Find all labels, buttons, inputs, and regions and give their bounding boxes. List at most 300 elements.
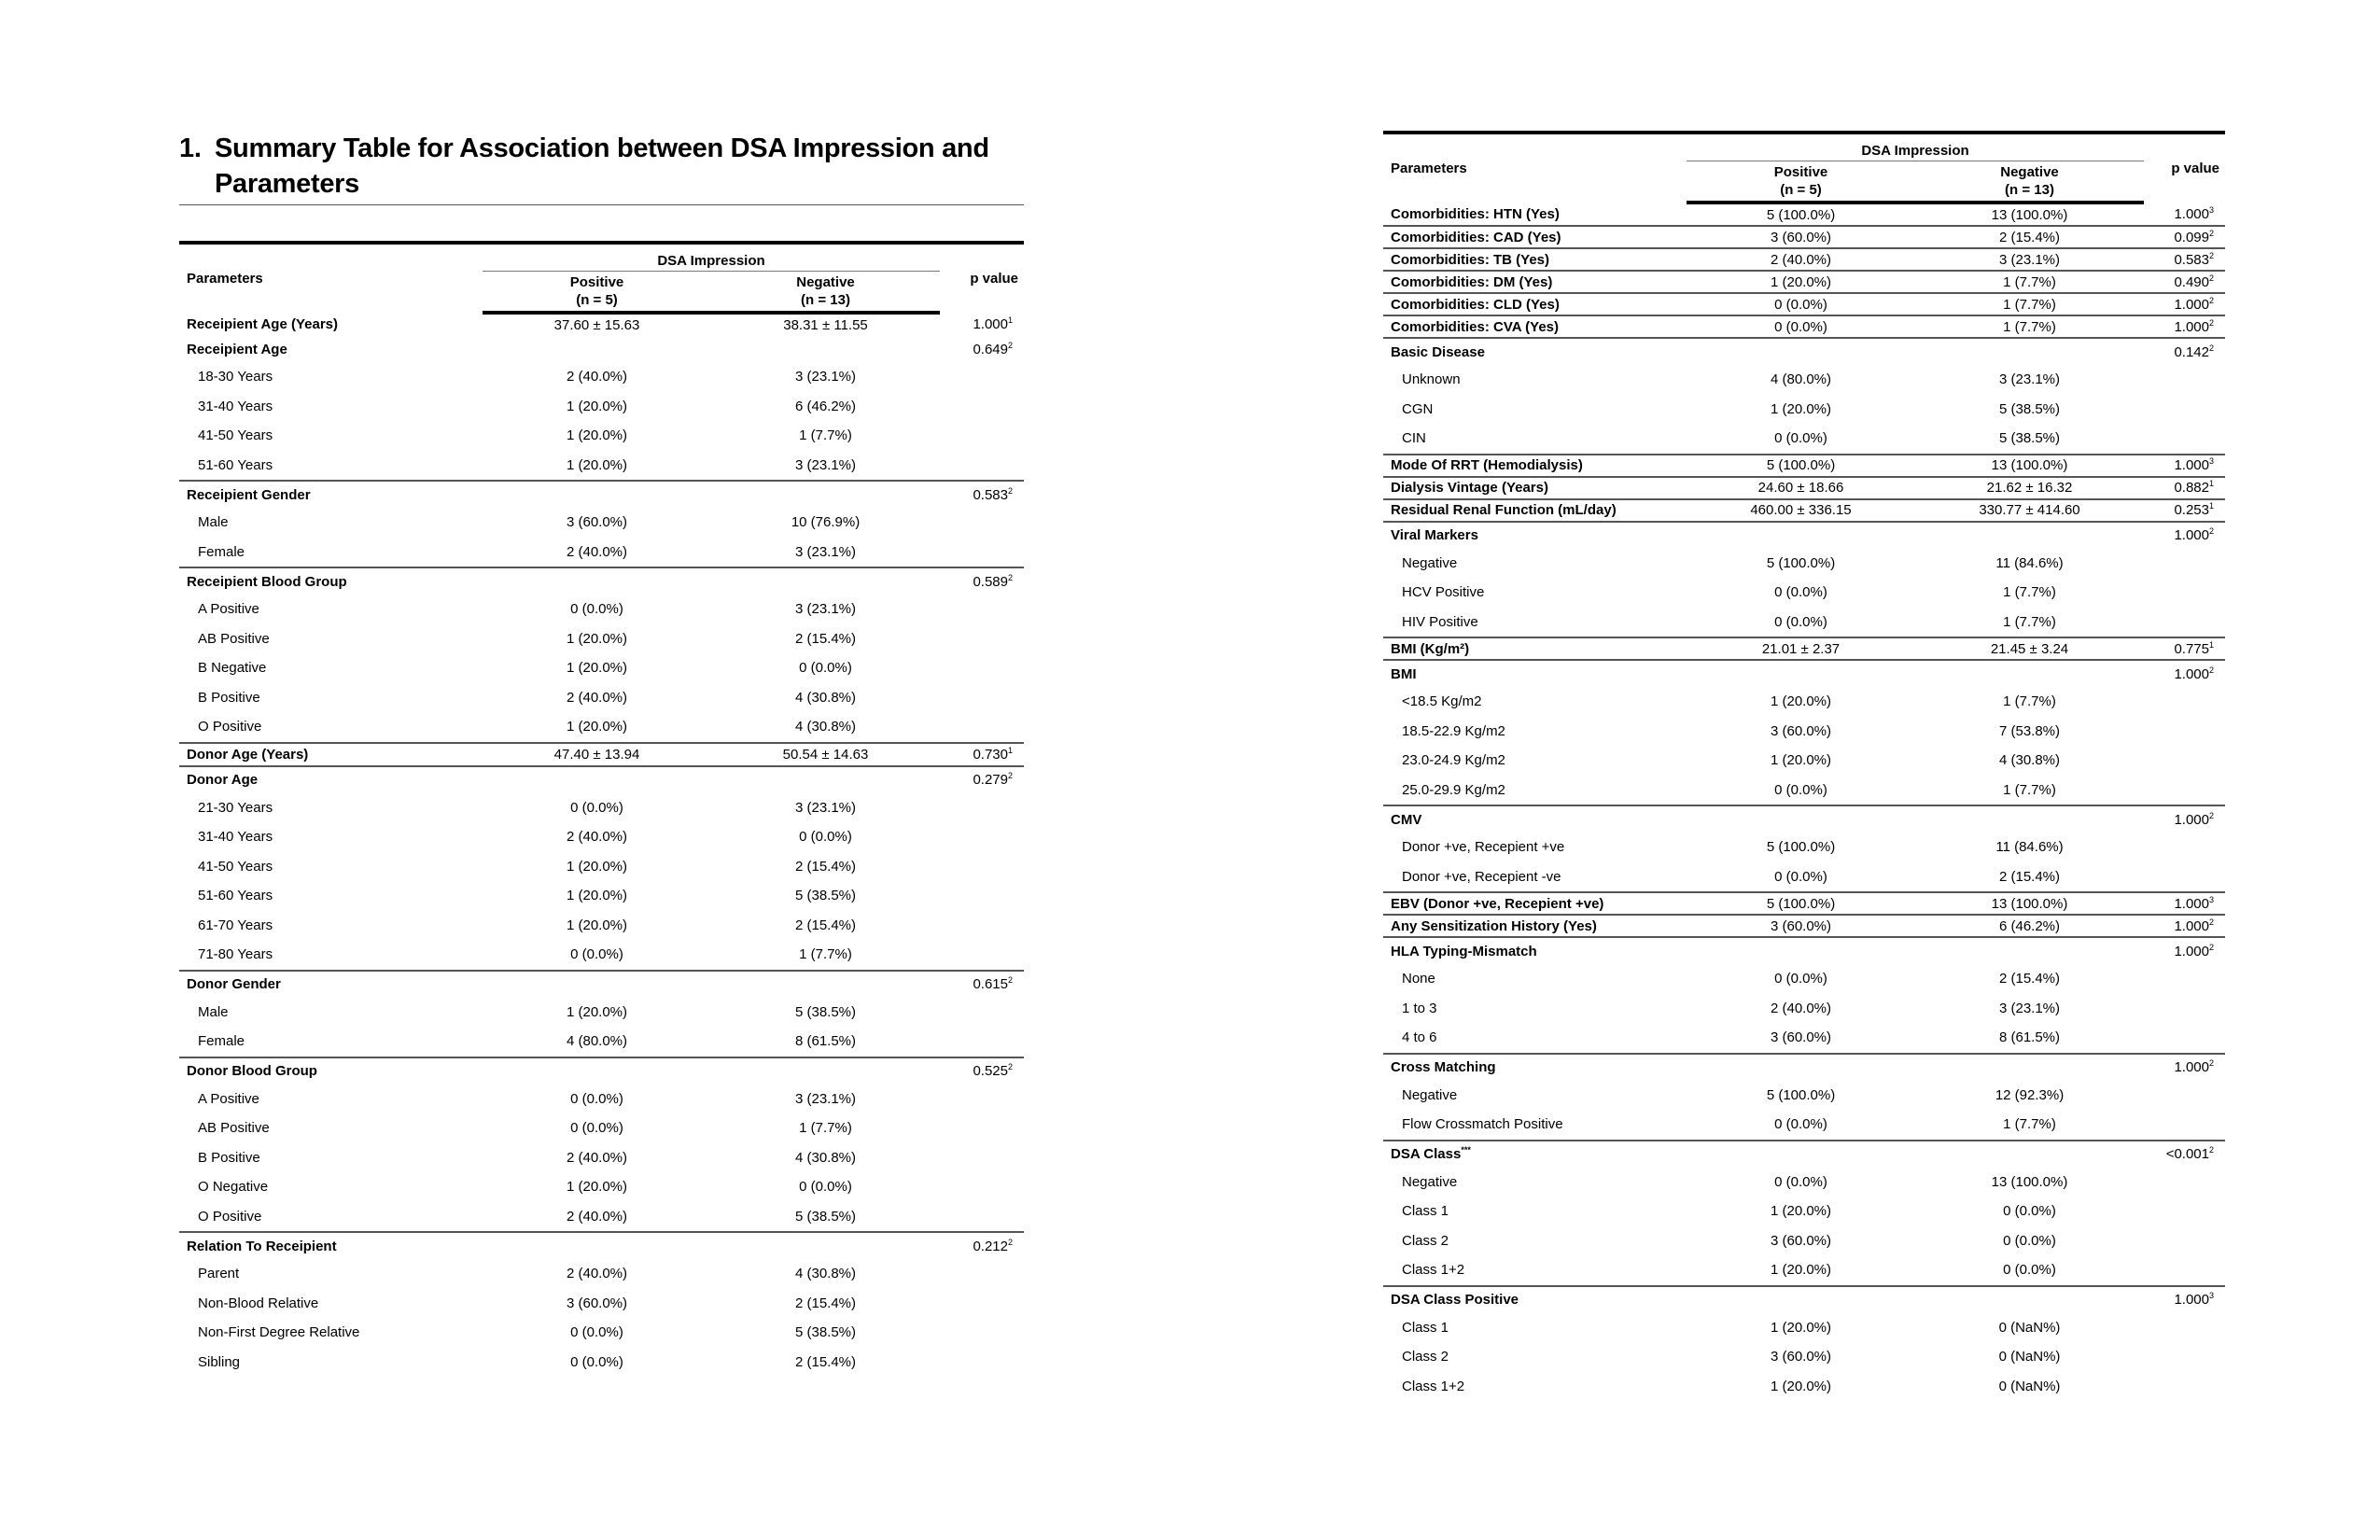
cell-positive: 3 (60.0%) [1770,1232,1832,1249]
cell-parameter [1383,1226,1687,1256]
parameter-label: <18.5 Kg/m2 [1402,693,1482,710]
table-group-row [1383,522,2225,549]
table-subrow [179,362,1024,392]
document-title [179,131,1024,204]
cell-positive: 24.60 ± 18.66 [1687,477,1915,499]
parameter-label: Negative [1402,1173,1458,1190]
p-value-footnote: 2 [1007,771,1013,780]
parameter-label: B Positive [198,689,260,706]
p-value-text: 1.000 [2174,1059,2209,1075]
cell-positive: 4 (80.0%) [483,1027,711,1057]
parameter-label: Non-Blood Relative [198,1295,319,1311]
cell-parameter [1383,271,1687,293]
header-positive-n: (n = 5) [1780,182,1822,198]
cell-p-value [940,1057,1024,1085]
parameter-label: 4 to 6 [1402,1029,1437,1046]
cell-parameter [179,1113,483,1143]
cell-negative [711,336,940,362]
cell-parameter [1383,1168,1687,1197]
header-negative [711,272,940,314]
cell-p-value [2144,549,2225,579]
cell-positive: 0 (0.0%) [570,1090,623,1107]
parameter-label: Donor Age [187,772,259,788]
p-value-footnote: 2 [2208,295,2214,305]
cell-negative: 3 (23.1%) [1998,1000,2061,1016]
cell-negative: 7 (53.8%) [1998,722,2061,739]
cell-negative: 1 (7.7%) [1915,608,2144,638]
cell-parameter [1383,477,1687,499]
cell-positive: 1 (20.0%) [566,427,628,444]
cell-parameter [179,624,483,654]
table-subrow [179,940,1024,971]
cell-parameter [1383,455,1687,477]
cell-negative: 1 (7.7%) [1915,293,2144,315]
cell-parameter [1383,315,1687,338]
p-value-footnote: 1 [2208,501,2214,511]
cell-negative: 3 (23.1%) [711,538,940,568]
parameter-label: AB Positive [198,630,270,647]
table-subrow [179,911,1024,941]
parameter-label: Comorbidities: CLD (Yes) [1391,296,1560,313]
table-row [1383,226,2225,248]
cell-parameter [179,538,483,568]
cell-p-value [2144,660,2225,687]
cell-negative [1915,660,2144,687]
parameter-label: HIV Positive [1402,613,1478,630]
cell-parameter [179,1289,483,1319]
cell-positive [483,1057,711,1085]
table-subrow [1383,1081,2225,1111]
cell-negative [1915,338,2144,365]
p-value-footnote: 3 [2208,1291,2214,1300]
parameter-label: Non-First Degree Relative [198,1324,360,1341]
cell-positive: 2 (40.0%) [566,829,628,846]
cell-parameter [179,822,483,852]
p-value-text: 0.583 [973,486,1008,503]
summary-table-left [179,241,1024,1377]
table-subrow [179,451,1024,482]
cell-parameter [1383,1342,1687,1372]
cell-positive [483,766,711,793]
parameter-label: HCV Positive [1402,584,1485,601]
cell-negative: 0 (0.0%) [799,660,852,677]
cell-positive: 1 (20.0%) [1770,400,1832,417]
cell-parameter [1383,717,1687,747]
cell-p-value [2144,776,2225,806]
table-group-row [179,766,1024,793]
cell-positive: 2 (40.0%) [566,1266,628,1282]
table-group-row [1383,937,2225,964]
cell-negative [711,567,940,595]
cell-negative: 0 (NaN%) [1998,1378,2061,1394]
p-value-footnote: 1 [1007,315,1013,325]
parameter-label: 31-40 Years [198,398,273,414]
cell-parameter [179,451,483,482]
cell-p-value [2144,477,2225,499]
cell-p-value [940,595,1024,624]
cell-p-value [2144,499,2225,522]
cell-negative: 3 (23.1%) [794,1090,857,1107]
cell-positive [1687,522,1915,549]
cell-parameter [1383,776,1687,806]
cell-positive: 2 (40.0%) [566,369,628,385]
header-positive [483,272,711,314]
parameter-label: Any Sensitization History (Yes) [1391,917,1597,934]
parameter-label: Male [198,1003,229,1020]
table-subrow [1383,746,2225,776]
cell-p-value [2144,1110,2225,1141]
p-value-text: 0.730 [973,746,1008,763]
p-value-text: 1.000 [2174,527,2209,543]
cell-negative [1915,1054,2144,1081]
cell-positive: 1 (20.0%) [566,660,628,677]
table-subrow [179,392,1024,422]
cell-positive: 2 (40.0%) [1687,248,1915,271]
cell-negative: 5 (38.5%) [1915,424,2144,455]
p-value-footnote: 3 [2208,894,2214,904]
parameter-label: A Positive [198,601,259,618]
table-row [1383,315,2225,338]
table-group-row [1383,1054,2225,1081]
cell-p-value [2144,1197,2225,1226]
title-number: 1. [179,133,202,163]
cell-negative: 13 (100.0%) [1915,203,2144,226]
cell-negative: 2 (15.4%) [794,858,857,875]
cell-parameter [1383,1197,1687,1226]
table-subrow [1383,395,2225,425]
cell-parameter [179,508,483,538]
cell-negative [711,1232,940,1259]
cell-parameter [1383,687,1687,717]
cell-negative: 3 (23.1%) [1998,371,2061,388]
cell-negative: 4 (30.8%) [794,1266,857,1282]
header-parameters: Parameters [179,243,483,313]
cell-positive: 0 (0.0%) [1774,971,1827,987]
parameter-label: Class 2 [1402,1232,1449,1249]
table-row [1383,915,2225,937]
cell-positive [483,481,711,508]
table-header-row [179,243,1024,272]
header-dsa-impression: DSA Impression [1687,133,2144,161]
parameter-label: Donor Blood Group [187,1063,317,1079]
header-positive-label: Positive [569,274,624,290]
table-subrow [179,881,1024,911]
cell-p-value [2144,862,2225,893]
parameter-label: Receipient Gender [187,486,311,503]
cell-parameter [179,940,483,971]
p-value-text: 0.583 [2174,251,2209,268]
cell-p-value [940,481,1024,508]
cell-negative: 330.77 ± 414.60 [1915,499,2144,522]
cell-negative: 11 (84.6%) [1995,839,2064,856]
table-row [1383,271,2225,293]
p-value-text: 1.000 [2174,205,2209,222]
cell-p-value [940,313,1024,336]
cell-p-value [2144,937,2225,964]
cell-parameter [179,313,483,336]
cell-parameter [179,1027,483,1057]
cell-positive: 4 (80.0%) [1770,371,1832,388]
cell-positive: 1 (20.0%) [566,888,628,904]
cell-positive: 5 (100.0%) [1766,1086,1836,1103]
table-subrow [1383,1110,2225,1141]
p-value-footnote: 2 [2208,343,2214,353]
cell-parameter [1383,1286,1687,1313]
table-subrow [1383,1372,2225,1402]
parameter-label: Comorbidities: TB (Yes) [1391,251,1550,268]
table-group-row [1383,805,2225,833]
p-value-text: 1.000 [2174,457,2209,473]
cell-p-value [2144,637,2225,660]
cell-parameter [1383,1054,1687,1081]
cell-positive: 1 (20.0%) [566,1003,628,1020]
cell-parameter [1383,892,1687,915]
cell-negative [1915,1286,2144,1313]
cell-positive: 5 (100.0%) [1687,455,1915,477]
p-value-text: 1.000 [2174,296,2209,313]
cell-positive [1687,1054,1915,1081]
cell-parameter [179,336,483,362]
table-group-row [1383,338,2225,365]
cell-positive: 3 (60.0%) [1687,226,1915,248]
p-value-text: 0.882 [2174,480,2209,496]
cell-parameter [1383,1081,1687,1111]
cell-p-value [2144,915,2225,937]
cell-positive: 1 (20.0%) [483,712,711,743]
table-row [1383,637,2225,660]
p-value-text: 0.775 [2174,640,2209,657]
cell-positive: 1 (20.0%) [483,451,711,482]
cell-parameter [179,971,483,998]
cell-p-value [2144,608,2225,638]
p-value-footnote: 2 [2208,228,2214,238]
cell-positive: 0 (0.0%) [1687,608,1915,638]
cell-p-value [2144,746,2225,776]
table-subrow [1383,1168,2225,1197]
table-row [1383,203,2225,226]
cell-p-value [940,538,1024,568]
p-value-text: 0.490 [2174,273,2209,290]
p-value-text: 1.000 [973,316,1008,332]
table-subrow [179,1085,1024,1114]
cell-positive [1687,1286,1915,1313]
cell-positive: 0 (0.0%) [570,1120,623,1137]
cell-p-value [940,1027,1024,1057]
p-value-text: 0.142 [2174,343,2209,360]
cell-positive: 2 (40.0%) [566,1149,628,1166]
cell-p-value [2144,1168,2225,1197]
cell-positive [483,567,711,595]
cell-p-value [2144,1313,2225,1343]
cell-parameter [1383,608,1687,638]
cell-p-value [940,1318,1024,1348]
cell-negative: 4 (30.8%) [1998,752,2061,769]
table-row [1383,455,2225,477]
cell-p-value [940,624,1024,654]
cell-negative: 1 (7.7%) [1915,776,2144,806]
cell-negative: 5 (38.5%) [1998,400,2061,417]
parameter-label: Unknown [1402,371,1461,388]
cell-parameter [1383,660,1687,687]
parameter-label: 71-80 Years [198,946,273,963]
table-subrow [179,1172,1024,1202]
cell-positive: 5 (100.0%) [1766,554,1836,571]
cell-positive: 21.01 ± 2.37 [1687,637,1915,660]
cell-negative: 2 (15.4%) [1915,226,2144,248]
cell-positive: 1 (20.0%) [1770,1319,1832,1336]
cell-parameter [1383,203,1687,226]
cell-parameter [179,881,483,911]
summary-table-right [1383,131,2225,1401]
cell-positive: 0 (0.0%) [1687,315,1915,338]
cell-parameter [1383,1313,1687,1343]
cell-negative: 8 (61.5%) [711,1027,940,1057]
cell-parameter [1383,1372,1687,1402]
table-subrow [179,1259,1024,1289]
parameter-label: Cross Matching [1391,1059,1496,1075]
header-negative [1915,161,2144,203]
right-page [1383,131,2225,1401]
table-row [1383,248,2225,271]
parameter-label: O Positive [198,719,262,735]
cell-positive: 0 (0.0%) [570,1353,623,1370]
cell-p-value [940,1232,1024,1259]
parameter-label: Male [198,514,229,531]
cell-p-value [940,1172,1024,1202]
cell-parameter [179,766,483,793]
cell-parameter [1383,338,1687,365]
table-row [1383,892,2225,915]
p-value-text: 1.000 [2174,318,2209,335]
table-group-row [179,971,1024,998]
cell-negative: 1 (7.7%) [1915,315,2144,338]
cell-p-value [940,940,1024,971]
parameter-label: Class 1 [1402,1203,1449,1220]
cell-parameter [1383,248,1687,271]
cell-p-value [2144,994,2225,1024]
header-negative-label: Negative [796,274,855,290]
parameter-label: 31-40 Years [198,829,273,846]
cell-negative: 1 (7.7%) [799,1120,852,1137]
cell-parameter [179,362,483,392]
cell-negative [1915,805,2144,833]
table-row [179,743,1024,766]
cell-p-value [940,1348,1024,1378]
p-value-footnote: 2 [2208,942,2214,952]
cell-negative [711,481,940,508]
cell-parameter [1383,499,1687,522]
table-subrow [1383,608,2225,638]
cell-p-value [2144,395,2225,425]
table-subrow [179,1289,1024,1319]
cell-positive: 3 (60.0%) [1687,1023,1915,1054]
cell-p-value [940,1259,1024,1289]
cell-p-value [2144,833,2225,862]
cell-p-value [940,508,1024,538]
cell-negative: 1 (7.7%) [1915,271,2144,293]
p-value-text: 1.000 [2174,917,2209,934]
parameter-label: EBV (Donor +ve, Recepient +ve) [1391,895,1604,912]
table-subrow [179,1202,1024,1233]
table-subrow [1383,862,2225,893]
left-page [179,131,1024,1377]
cell-p-value [2144,315,2225,338]
cell-p-value [2144,1255,2225,1286]
cell-parameter [179,1172,483,1202]
cell-positive: 3 (60.0%) [1770,1349,1832,1365]
parameter-label: Donor Age (Years) [187,746,309,763]
p-value-footnote: 3 [2208,456,2214,466]
table-row [1383,499,2225,522]
cell-positive: 5 (100.0%) [1766,839,1836,856]
cell-positive: 0 (0.0%) [1774,1173,1827,1190]
parameter-label: Comorbidities: DM (Yes) [1391,273,1553,290]
cell-negative: 0 (0.0%) [1915,1255,2144,1286]
cell-negative [711,1057,940,1085]
p-value-footnote: 2 [1007,1237,1013,1247]
header-positive [1687,161,1915,203]
table-subrow [179,1143,1024,1173]
table-subrow [179,1027,1024,1057]
table-subrow [1383,964,2225,994]
parameter-label: Female [198,1033,245,1050]
parameter-label: CGN [1402,400,1434,417]
parameter-label: HLA Typing-Mismatch [1391,943,1537,959]
cell-positive: 1 (20.0%) [1770,1378,1832,1394]
header-dsa-impression: DSA Impression [483,243,940,272]
cell-parameter [179,567,483,595]
cell-p-value [2144,248,2225,271]
table-subrow [179,624,1024,654]
parameter-label: Class 2 [1402,1349,1449,1365]
cell-positive [1687,660,1915,687]
parameter-label: CMV [1391,811,1422,828]
parameter-label: Relation To Receipient [187,1238,337,1254]
cell-p-value [940,1289,1024,1319]
cell-negative: 11 (84.6%) [1995,554,2064,571]
table-subrow [1383,1023,2225,1054]
parameter-label: Negative [1402,554,1458,571]
cell-p-value [940,743,1024,766]
parameter-label: Flow Crossmatch Positive [1402,1116,1563,1133]
cell-negative: 0 (NaN%) [1998,1349,2061,1365]
header-negative-n: (n = 13) [801,292,850,308]
cell-positive [1687,805,1915,833]
table-subrow [1383,365,2225,395]
cell-positive: 3 (60.0%) [1770,722,1832,739]
table-subrow [1383,717,2225,747]
parameter-label: AB Positive [198,1120,270,1137]
cell-negative: 0 (0.0%) [2003,1203,2056,1220]
cell-parameter [1383,293,1687,315]
cell-parameter [179,793,483,823]
table-body-left [179,313,1024,1377]
cell-p-value [2144,226,2225,248]
parameter-label: Class 1+2 [1402,1262,1465,1279]
cell-p-value [940,1202,1024,1233]
cell-negative: 5 (38.5%) [711,1202,940,1233]
p-value-text: 0.279 [973,772,1008,788]
table-header-row [1383,133,2225,161]
cell-positive [1687,1141,1915,1168]
cell-negative: 5 (38.5%) [794,1003,857,1020]
p-value-text: 0.525 [973,1063,1008,1079]
cell-p-value [2144,805,2225,833]
cell-parameter [179,998,483,1028]
cell-negative: 0 (0.0%) [799,1179,852,1196]
cell-positive: 3 (60.0%) [566,1295,628,1311]
cell-negative: 0 (NaN%) [1998,1319,2061,1336]
